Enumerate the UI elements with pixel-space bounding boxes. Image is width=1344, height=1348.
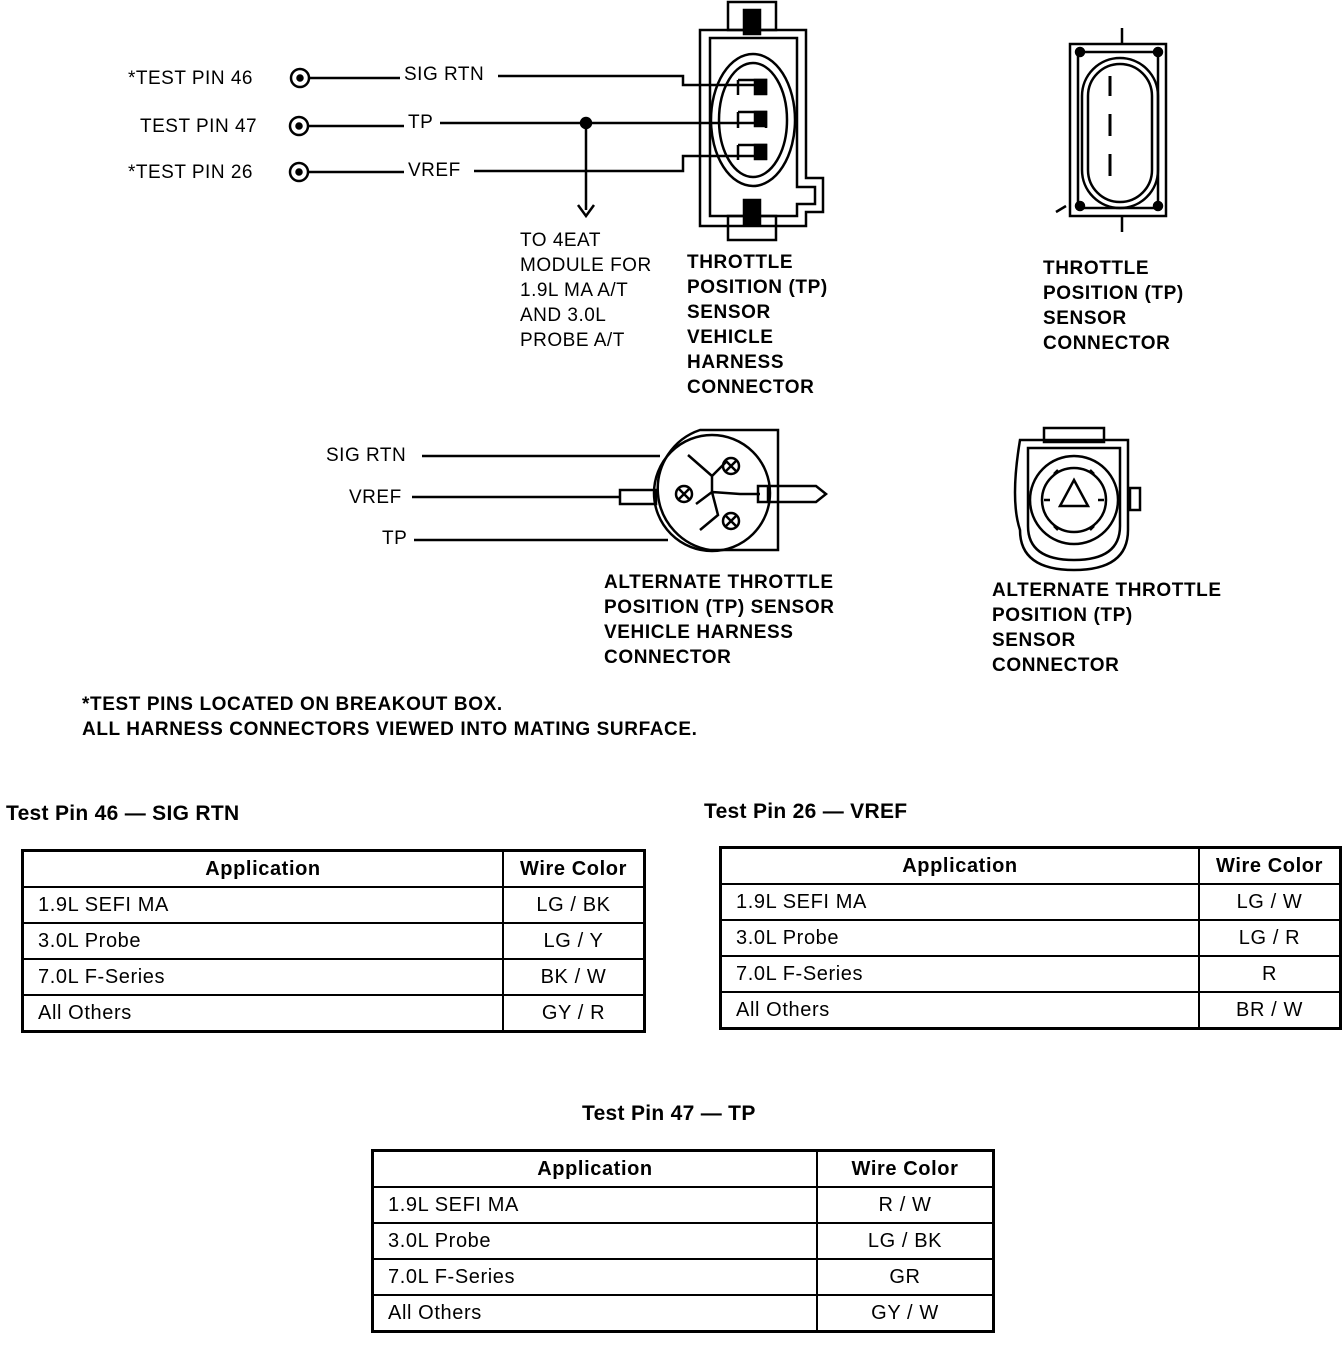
test-pin-46-label: *TEST PIN 46 [128, 68, 253, 89]
tp-wire [308, 123, 760, 126]
harness-connector-caption: THROTTLE POSITION (TP) SENSOR VEHICLE HARNESS CONNECTOR [687, 252, 828, 398]
pin26-wire-table [719, 846, 1342, 1030]
table-row: 1.9L SEFI MA R / W [373, 1187, 994, 1223]
table-row: 7.0L F-Series GR [373, 1259, 994, 1295]
alt-sensor-connector [1015, 428, 1140, 570]
tp-sensor-connector [1056, 28, 1166, 232]
table-row: All Others BR / W [721, 992, 1341, 1029]
tp-label: TP [408, 112, 434, 133]
alt-harness-caption: ALTERNATE THROTTLE POSITION (TP) SENSOR VEHICLE HARNESS CONNECTOR [604, 572, 835, 668]
table-row: 3.0L Probe LG / BK [373, 1223, 994, 1259]
table-row: 1.9L SEFI MA LG / BK [23, 887, 645, 923]
sig-rtn-wire [309, 76, 760, 85]
application-header: Application [721, 848, 1200, 885]
test-pin-26-terminal [290, 163, 308, 181]
tp-harness-connector [700, 2, 823, 240]
pin47-table-title: Test Pin 47 — TP [582, 1102, 756, 1125]
alt-vref-label: VREF [349, 487, 402, 508]
pin26-table-title: Test Pin 26 — VREF [704, 800, 908, 823]
table-row: 1.9L SEFI MA LG / W [721, 884, 1341, 920]
sig-rtn-label: SIG RTN [404, 64, 485, 85]
vref-wire [308, 156, 760, 172]
test-pin-47-terminal [290, 117, 308, 135]
module-note: TO 4EAT MODULE FOR 1.9L MA A/T AND 3.0L PROBE A/T [520, 230, 652, 351]
table-row: All Others GY / R [23, 995, 645, 1032]
alt-sig-rtn-label: SIG RTN [326, 445, 407, 466]
pin46-wire-table [21, 849, 646, 1033]
tp-splice-dot [581, 118, 591, 128]
wire-color-header: Wire Color [503, 851, 645, 888]
test-pin-47-label: TEST PIN 47 [140, 116, 258, 137]
test-pin-46-terminal [291, 69, 309, 87]
alt-sensor-caption: ALTERNATE THROTTLE POSITION (TP) SENSOR CONNECTOR [992, 580, 1222, 676]
table-row: 7.0L F-Series BK / W [23, 959, 645, 995]
table-row: 7.0L F-Series R [721, 956, 1341, 992]
application-header: Application [23, 851, 504, 888]
vref-label: VREF [408, 160, 461, 181]
table-row: All Others GY / W [373, 1295, 994, 1332]
wire-color-header: Wire Color [1199, 848, 1341, 885]
pin47-wire-table [371, 1149, 995, 1333]
alt-tp-label: TP [382, 528, 408, 549]
pin46-table-title: Test Pin 46 — SIG RTN [6, 802, 240, 825]
table-row: 3.0L Probe LG / R [721, 920, 1341, 956]
alt-harness-connector [620, 430, 826, 551]
table-row: 3.0L Probe LG / Y [23, 923, 645, 959]
application-header: Application [373, 1151, 818, 1188]
test-pin-26-label: *TEST PIN 26 [128, 162, 253, 183]
diagram-notes: *TEST PINS LOCATED ON BREAKOUT BOX. ALL HARNESS CONNECTORS VIEWED INTO MATING SURFACE. [82, 694, 698, 740]
wire-color-header: Wire Color [817, 1151, 994, 1188]
sensor-connector-caption: THROTTLE POSITION (TP) SENSOR CONNECTOR [1043, 258, 1184, 354]
